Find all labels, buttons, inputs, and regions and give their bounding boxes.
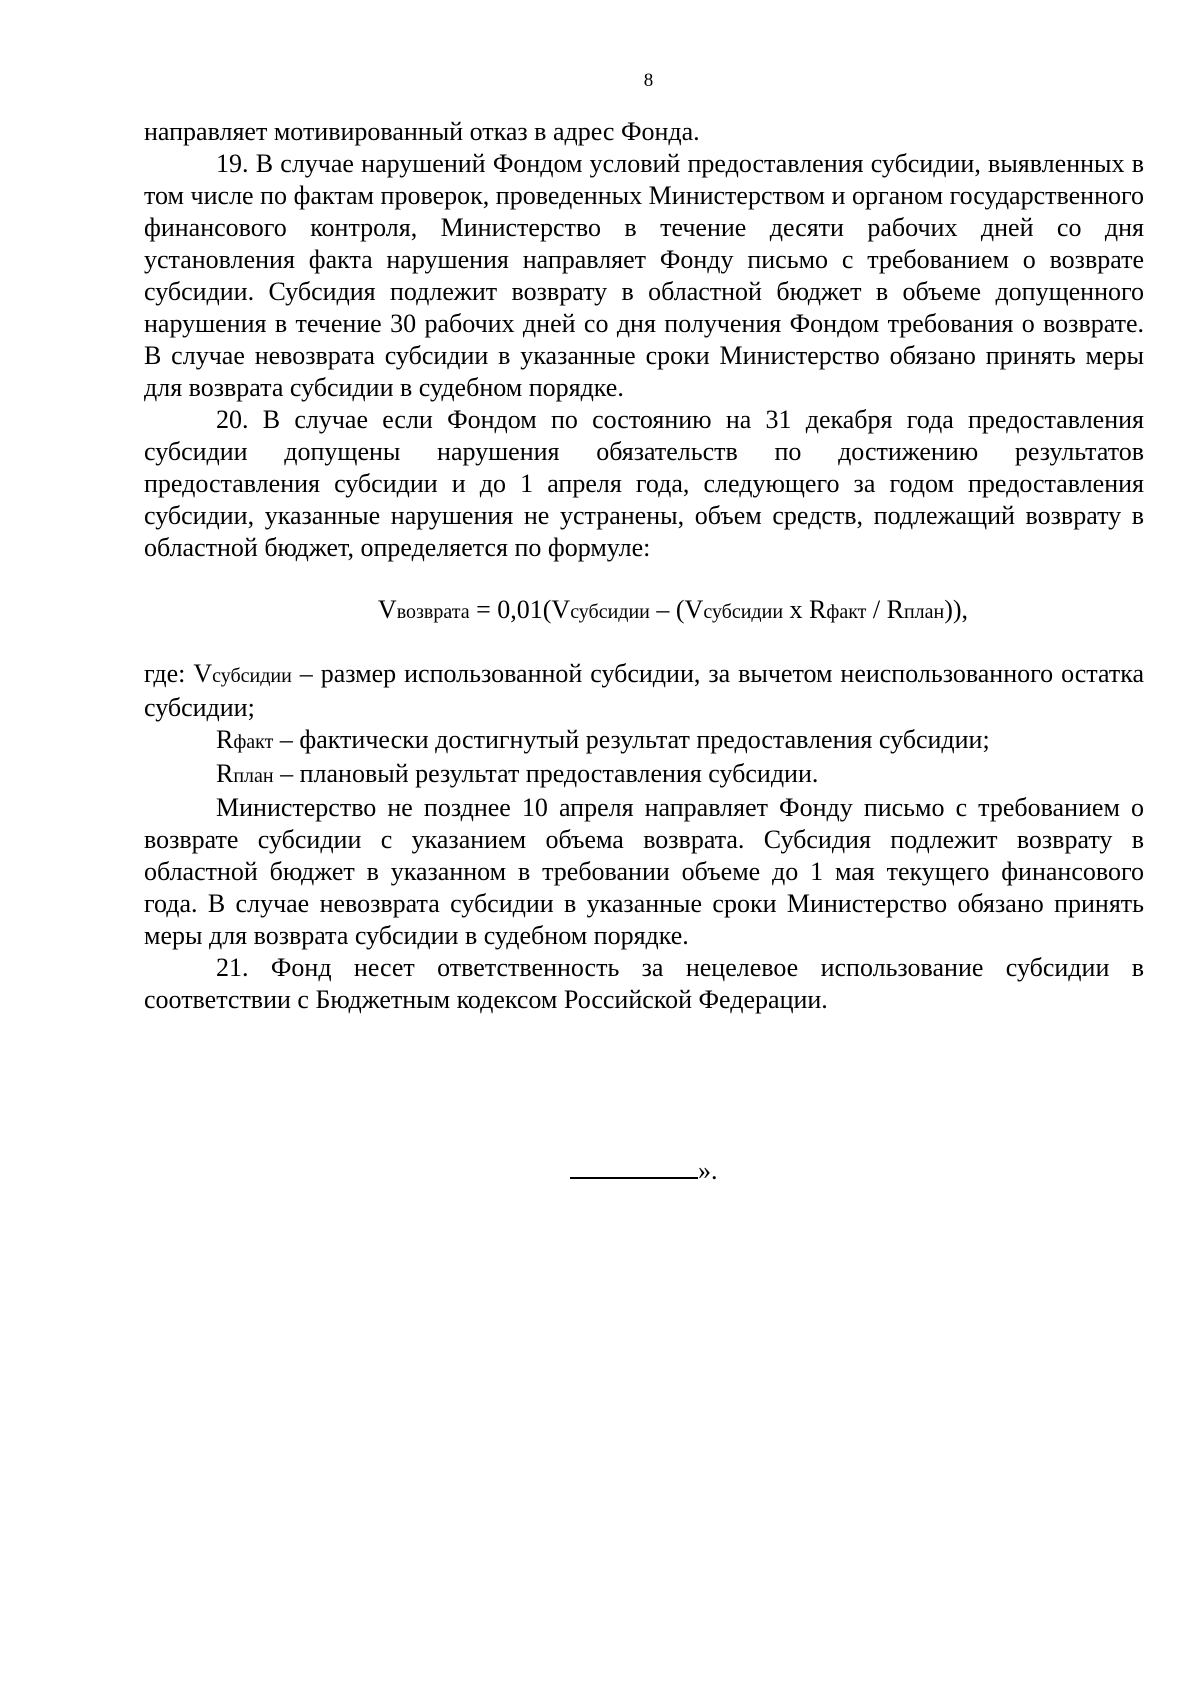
formula-sub-return: возврата	[396, 601, 470, 623]
closing-underline	[570, 1155, 698, 1179]
definition-v-sub: субсидии	[212, 665, 292, 687]
formula-times: x	[783, 595, 810, 624]
formula-r1: R	[809, 595, 827, 624]
formula-sub-subsidy: субсидии	[570, 601, 650, 623]
paragraph-refusal: направляет мотивированный отказ в адрес Фонда.	[144, 117, 700, 146]
closing-quote: ».	[698, 1156, 718, 1185]
paragraph-19: 19. В случае нарушений Фондом условий предоставления субсидии, выявленных в том числе по фактам проверок, проведенных Министерством и органом государственного финансового контроля, Министерство в течение десяти рабочих дней со дня установления факта нарушения направляет Фонду письмо с требованием о возврате субсидии. Субсидия подлежит возврату в областной бюджет в объеме допущенного нарушения в течение 30 рабочих дней со дня получения Фондом требования о возврате. В случае невозврата субсидии в указанные сроки Министерство обязано принять меры для возврата субсидии в судебном порядке.	[144, 149, 1144, 402]
paragraph-ministry-deadline: Министерство не позднее 10 апреля направляет Фонду письмо с требованием о возврате субсидии с указанием объема возврата. Субсидия подлежит возврату в областной бюджет в указанном в требовании объеме до 1 мая текущего финансового года. В случае невозврата субсидии в указанные сроки Министерство обязано принять меры для возврата субсидии в судебном порядке.	[144, 793, 1144, 950]
formula-v: V	[377, 595, 397, 624]
definition-rfact-text: – фактически достигнутый результат предоставления субсидии;	[273, 725, 990, 754]
formula-sub-fact: факт	[826, 601, 867, 623]
definition-where: где:	[144, 659, 194, 688]
definition-v-subsidy	[144, 658, 1144, 724]
definition-rplan-text: – плановый результат предоставления субсидии.	[273, 759, 819, 788]
return-formula	[144, 594, 1144, 628]
formula-sub-plan: план	[903, 601, 945, 623]
page-number: 8	[643, 70, 654, 91]
formula-slash: /	[866, 595, 887, 624]
formula-r2: R	[886, 595, 904, 624]
definition-r-plan	[144, 758, 1144, 792]
paragraph-20: 20. В случае если Фондом по состоянию на 31 декабря года предоставления субсидии допущены нарушения обязательств по достижению результатов предоставления субсидии и до 1 апреля года, следующего за годом предоставления субсидии, указанные нарушения не устранены, объем средств, подлежащий возврату в областной бюджет, определяется по формуле:	[144, 405, 1144, 562]
formula-eq: = 0,01(	[469, 595, 552, 624]
formula-v2: V	[551, 595, 571, 624]
definition-v-letter: V	[193, 659, 213, 688]
formula-v3: V	[684, 595, 704, 624]
closing-mark	[570, 1155, 718, 1187]
formula-end: )),	[944, 595, 969, 624]
document-body	[144, 116, 1144, 1016]
formula-minus: – (	[649, 595, 685, 624]
definition-rplan-letter: R	[216, 759, 234, 788]
paragraph-21: 21. Фонд несет ответственность за нецелевое использование субсидии в соответствии с Бюджетным кодексом Российской Федерации.	[144, 953, 1144, 1014]
definition-rfact-sub: факт	[233, 731, 274, 753]
formula-sub-subsidy2: субсидии	[703, 601, 784, 623]
definition-rfact-letter: R	[216, 725, 234, 754]
definition-rplan-sub: план	[233, 765, 274, 787]
definition-v-text: – размер использованной субсидии, за вычетом неиспользованного остатка субсидии;	[144, 659, 1144, 722]
definition-r-fact	[144, 724, 1144, 758]
